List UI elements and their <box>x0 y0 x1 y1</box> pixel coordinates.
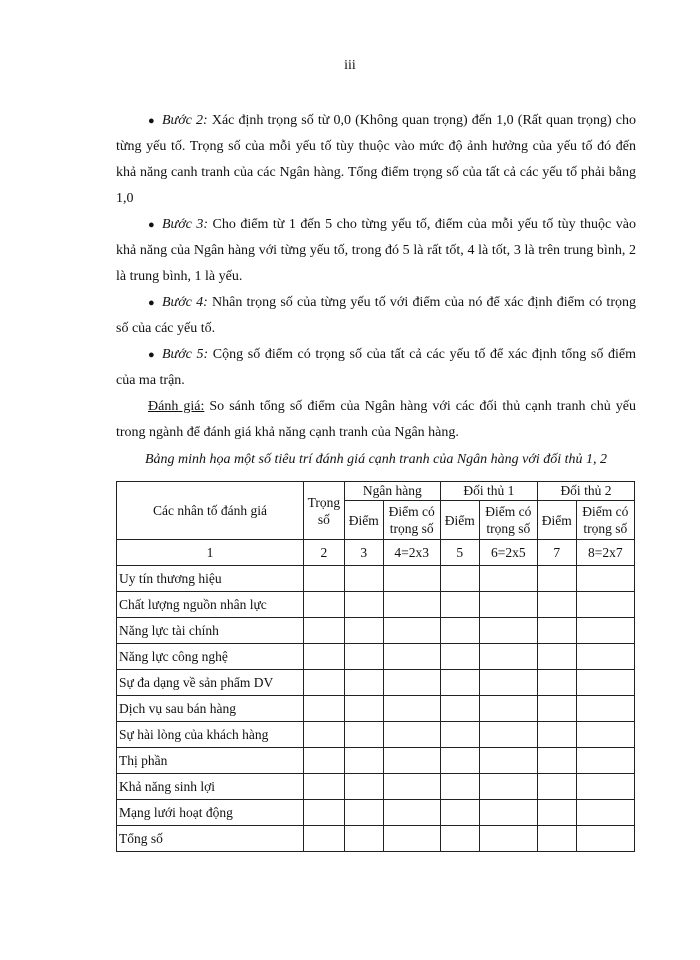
table-cell <box>440 618 479 644</box>
table-cell <box>479 696 537 722</box>
table-row <box>117 722 635 748</box>
table-row <box>117 618 635 644</box>
table-cell <box>303 800 344 826</box>
table-cell <box>383 566 440 592</box>
table-cell <box>383 748 440 774</box>
table-cell <box>440 566 479 592</box>
factor-name: Dịch vụ sau bán hàng <box>117 696 304 722</box>
table-cell <box>440 800 479 826</box>
step-2-paragraph <box>116 108 636 212</box>
evaluation-table <box>116 481 635 852</box>
factor-name: Năng lực tài chính <box>117 618 304 644</box>
factor-name: Sự hài lòng của khách hàng <box>117 722 304 748</box>
table-cell <box>576 696 634 722</box>
step-label: Bước 4: <box>162 295 208 310</box>
table-row <box>117 774 635 800</box>
step-5-paragraph <box>116 342 636 394</box>
subheader-weighted: Điểm có trọng số <box>383 501 440 540</box>
table-cell <box>479 618 537 644</box>
step-text: Xác định trọng số từ 0,0 (Không quan trọng) đến 1,0 (Rất quan trọng) cho từng yếu tố. Trọng số của mỗi yếu tố tùy thuộc vào mức độ ảnh hưởng của yếu tố đó đến khả năng canh tranh của các Ngân hàng. Tổng điểm trọng số của tất cả các yếu tố phải bằng 1,0 <box>116 113 636 206</box>
table-cell <box>576 774 634 800</box>
evaluation-label: Đánh giá: <box>148 399 205 414</box>
table-row <box>117 670 635 696</box>
table-cell <box>303 696 344 722</box>
factor-name: Sự đa dạng về sản phẩm DV <box>117 670 304 696</box>
table-cell <box>440 696 479 722</box>
step-text: Cộng số điểm có trọng số của tất cả các yếu tố để xác định tổng số điểm của ma trận. <box>116 347 636 388</box>
factor-name: Mạng lưới hoạt động <box>117 800 304 826</box>
step-text: Cho điểm từ 1 đến 5 cho từng yếu tố, điểm của mỗi yếu tố tùy thuộc vào khả năng của Ngân hàng với từng yếu tố, trong đó 5 là rất tốt, 4 là tốt, 3 là trên trung bình, 2 là trung bình, 1 là yếu. <box>116 217 636 284</box>
bullet-icon: ● <box>148 297 155 309</box>
table-cell <box>383 696 440 722</box>
table-header-row <box>117 482 635 501</box>
table-cell <box>303 722 344 748</box>
table-cell <box>440 774 479 800</box>
table-cell <box>344 670 383 696</box>
bullet-icon: ● <box>148 349 155 361</box>
table-cell <box>537 722 576 748</box>
table-cell <box>383 670 440 696</box>
header-group: Đối thủ 1 <box>440 482 537 501</box>
page-number: iii <box>344 58 356 73</box>
table-cell <box>440 592 479 618</box>
step-label: Bước 5: <box>162 347 209 362</box>
subheader-weighted: Điểm có trọng số <box>576 501 634 540</box>
table-cell <box>344 826 383 852</box>
table-caption: Bảng minh họa một số tiêu trí đánh giá cạnh tranh của Ngân hàng với đối thủ 1, 2 <box>144 452 608 467</box>
factor-name: Tổng số <box>117 826 304 852</box>
table-cell <box>344 644 383 670</box>
table-cell <box>576 670 634 696</box>
table-row <box>117 592 635 618</box>
table-cell <box>479 670 537 696</box>
header-factor: Các nhân tố đánh giá <box>117 482 304 540</box>
subheader-score: Điểm <box>440 501 479 540</box>
table-cell <box>576 722 634 748</box>
column-number: 4=2x3 <box>383 540 440 566</box>
table-cell <box>303 670 344 696</box>
table-cell <box>479 592 537 618</box>
table-cell <box>537 696 576 722</box>
step-label: Bước 3: <box>162 217 209 232</box>
factor-name: Uy tín thương hiệu <box>117 566 304 592</box>
column-number: 3 <box>344 540 383 566</box>
table-cell <box>537 566 576 592</box>
table-cell <box>479 644 537 670</box>
column-number: 6=2x5 <box>479 540 537 566</box>
table-cell <box>576 748 634 774</box>
table-row <box>117 800 635 826</box>
table-cell <box>344 618 383 644</box>
table-cell <box>440 748 479 774</box>
table-cell <box>344 722 383 748</box>
table-cell <box>576 592 634 618</box>
table-cell <box>303 566 344 592</box>
table-cell <box>344 774 383 800</box>
factor-name: Năng lực công nghệ <box>117 644 304 670</box>
table-row <box>117 644 635 670</box>
table-cell <box>440 644 479 670</box>
column-number: 1 <box>117 540 304 566</box>
table-cell <box>479 826 537 852</box>
header-group: Ngân hàng <box>344 482 440 501</box>
header-group: Đối thủ 2 <box>537 482 634 501</box>
table-cell <box>576 644 634 670</box>
table-cell <box>383 592 440 618</box>
table-cell <box>537 774 576 800</box>
column-number: 5 <box>440 540 479 566</box>
evaluation-paragraph <box>116 394 636 446</box>
bullet-icon: ● <box>148 219 155 231</box>
column-number: 2 <box>303 540 344 566</box>
factor-name: Thị phần <box>117 748 304 774</box>
step-4-paragraph <box>116 290 636 342</box>
table-cell <box>479 800 537 826</box>
subheader-weighted: Điểm có trọng số <box>479 501 537 540</box>
table-row <box>117 696 635 722</box>
table-cell <box>440 826 479 852</box>
table-cell <box>344 592 383 618</box>
table-row <box>117 566 635 592</box>
factor-name: Chất lượng nguồn nhân lực <box>117 592 304 618</box>
table-cell <box>303 774 344 800</box>
table-cell <box>383 644 440 670</box>
bullet-icon: ● <box>148 115 155 127</box>
column-number: 8=2x7 <box>576 540 634 566</box>
subheader-score: Điểm <box>344 501 383 540</box>
table-cell <box>303 592 344 618</box>
column-number: 7 <box>537 540 576 566</box>
table-cell <box>537 644 576 670</box>
evaluation-text: So sánh tổng số điểm của Ngân hàng với các đối thủ cạnh tranh chủ yếu trong ngành để đánh giá khả năng cạnh tranh của Ngân hàng. <box>116 399 636 440</box>
table-cell <box>344 800 383 826</box>
table-cell <box>383 722 440 748</box>
table-cell <box>344 748 383 774</box>
table-row <box>117 826 635 852</box>
table-cell <box>537 748 576 774</box>
step-3-paragraph <box>116 212 636 290</box>
table-cell <box>303 748 344 774</box>
table-cell <box>383 774 440 800</box>
table-cell <box>344 566 383 592</box>
table-cell <box>303 644 344 670</box>
table-cell <box>479 722 537 748</box>
table-cell <box>479 774 537 800</box>
table-cell <box>537 800 576 826</box>
step-label: Bước 2: <box>162 113 208 128</box>
table-cell <box>383 618 440 644</box>
column-numbering-row <box>117 540 635 566</box>
table-cell <box>537 592 576 618</box>
document-body <box>116 108 636 473</box>
table-row <box>117 748 635 774</box>
table-cell <box>440 722 479 748</box>
table-cell <box>303 826 344 852</box>
table-cell <box>537 670 576 696</box>
table-cell <box>576 618 634 644</box>
subheader-score: Điểm <box>537 501 576 540</box>
factor-name: Khả năng sinh lợi <box>117 774 304 800</box>
table-cell <box>344 696 383 722</box>
table-cell <box>576 566 634 592</box>
step-text: Nhân trọng số của từng yếu tố với điểm của nó để xác định điểm có trọng số của các yếu tố. <box>116 295 636 336</box>
table-cell <box>383 800 440 826</box>
table-cell <box>479 566 537 592</box>
table-cell <box>383 826 440 852</box>
table-cell <box>303 618 344 644</box>
table-cell <box>537 826 576 852</box>
table-cell <box>479 748 537 774</box>
header-weight: Trọng số <box>303 482 344 540</box>
factor-rows <box>117 566 635 852</box>
table-cell <box>537 618 576 644</box>
table-cell <box>576 800 634 826</box>
table-cell <box>440 670 479 696</box>
table-cell <box>576 826 634 852</box>
